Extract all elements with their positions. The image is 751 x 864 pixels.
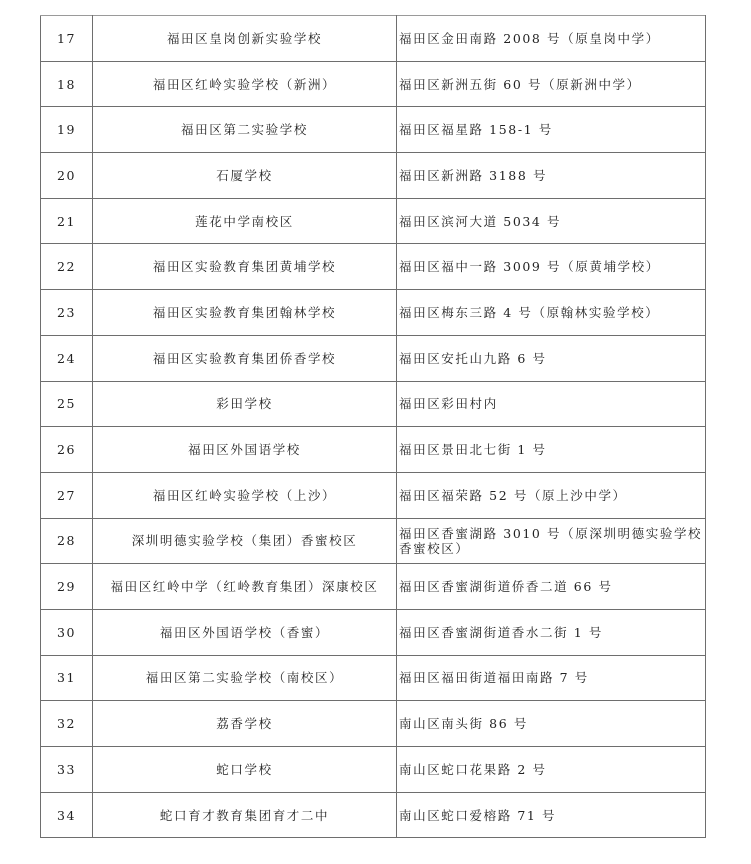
table-row: [41, 472, 706, 518]
school-address: [397, 609, 706, 655]
row-number: 26: [41, 427, 93, 473]
school-address-text: 福田区金田南路 2008 号（原皇岗中学）: [399, 30, 660, 46]
school-address-text: 福田区滨河大道 5034 号: [399, 213, 562, 229]
table-body: [41, 16, 706, 838]
school-name: 福田区红岭中学（红岭教育集团）深康校区: [93, 564, 397, 610]
school-address: [397, 381, 706, 427]
school-address-text: 福田区香蜜湖街道香水二街 1 号: [399, 624, 604, 640]
table-row: [41, 290, 706, 336]
school-name: 荔香学校: [93, 701, 397, 747]
school-address: [397, 655, 706, 701]
school-address: [397, 701, 706, 747]
school-address: [397, 747, 706, 793]
school-name: 福田区皇岗创新实验学校: [93, 16, 397, 62]
row-number: 22: [41, 244, 93, 290]
school-address-text: 福田区新洲五街 60 号（原新洲中学）: [399, 76, 641, 92]
row-number: 34: [41, 792, 93, 838]
row-number: 30: [41, 609, 93, 655]
school-address: [397, 335, 706, 381]
table-row: [41, 335, 706, 381]
school-address-text: 福田区福荣路 52 号（原上沙中学）: [399, 487, 627, 503]
school-address-text: 福田区香蜜湖街道侨香二道 66 号: [399, 579, 613, 595]
school-address: [397, 198, 706, 244]
school-address: [397, 16, 706, 62]
table-row: [41, 198, 706, 244]
table-row: [41, 792, 706, 838]
table-row: [41, 564, 706, 610]
table-row: [41, 16, 706, 62]
row-number: 23: [41, 290, 93, 336]
school-name: 福田区第二实验学校（南校区）: [93, 655, 397, 701]
row-number: 20: [41, 153, 93, 199]
school-address-text: 福田区福星路 158-1 号: [399, 122, 553, 138]
row-number: 33: [41, 747, 93, 793]
table-row: [41, 747, 706, 793]
table-row: [41, 61, 706, 107]
row-number: 28: [41, 518, 93, 564]
school-name: 深圳明德实验学校（集团）香蜜校区: [93, 518, 397, 564]
school-name: 福田区红岭实验学校（上沙）: [93, 472, 397, 518]
table-row: [41, 381, 706, 427]
school-address: [397, 153, 706, 199]
row-number: 19: [41, 107, 93, 153]
school-address-text: 福田区福中一路 3009 号（原黄埔学校）: [399, 259, 660, 275]
table-row: [41, 518, 706, 564]
school-address: [397, 61, 706, 107]
school-address-text: 福田区香蜜湖路 3010 号（原深圳明德实验学校香蜜校区）: [399, 525, 703, 556]
table-row: [41, 427, 706, 473]
school-name: 蛇口学校: [93, 747, 397, 793]
school-address-text: 福田区景田北七街 1 号: [399, 442, 547, 458]
school-address: [397, 290, 706, 336]
school-address-text: 南山区蛇口爱榕路 71 号: [399, 807, 557, 823]
school-name: 福田区外国语学校（香蜜）: [93, 609, 397, 655]
school-address: [397, 472, 706, 518]
row-number: 17: [41, 16, 93, 62]
row-number: 31: [41, 655, 93, 701]
table-row: [41, 655, 706, 701]
school-name: 福田区实验教育集团翰林学校: [93, 290, 397, 336]
school-name: 莲花中学南校区: [93, 198, 397, 244]
table-row: [41, 244, 706, 290]
table-row: [41, 153, 706, 199]
school-address: [397, 244, 706, 290]
school-name: 彩田学校: [93, 381, 397, 427]
school-name: 福田区红岭实验学校（新洲）: [93, 61, 397, 107]
school-address: [397, 518, 706, 564]
school-address-text: 南山区南头街 86 号: [399, 716, 528, 732]
table-row: [41, 609, 706, 655]
school-address-text: 福田区彩田村内: [399, 396, 498, 412]
school-address-table: [40, 15, 706, 838]
school-address: [397, 427, 706, 473]
row-number: 27: [41, 472, 93, 518]
row-number: 18: [41, 61, 93, 107]
school-name: 蛇口育才教育集团育才二中: [93, 792, 397, 838]
school-address-text: 福田区新洲路 3188 号: [399, 167, 548, 183]
school-name: 福田区实验教育集团黄埔学校: [93, 244, 397, 290]
school-name: 福田区外国语学校: [93, 427, 397, 473]
table-row: [41, 107, 706, 153]
row-number: 24: [41, 335, 93, 381]
school-address: [397, 107, 706, 153]
school-name: 福田区第二实验学校: [93, 107, 397, 153]
school-address-text: 福田区梅东三路 4 号（原翰林实验学校）: [399, 304, 660, 320]
school-name: 石厦学校: [93, 153, 397, 199]
school-address-text: 福田区安托山九路 6 号: [399, 350, 547, 366]
table-row: [41, 701, 706, 747]
row-number: 32: [41, 701, 93, 747]
school-address: [397, 564, 706, 610]
school-name: 福田区实验教育集团侨香学校: [93, 335, 397, 381]
row-number: 25: [41, 381, 93, 427]
school-address-text: 福田区福田街道福田南路 7 号: [399, 670, 589, 686]
row-number: 29: [41, 564, 93, 610]
school-address-text: 南山区蛇口花果路 2 号: [399, 761, 547, 777]
row-number: 21: [41, 198, 93, 244]
school-address: [397, 792, 706, 838]
